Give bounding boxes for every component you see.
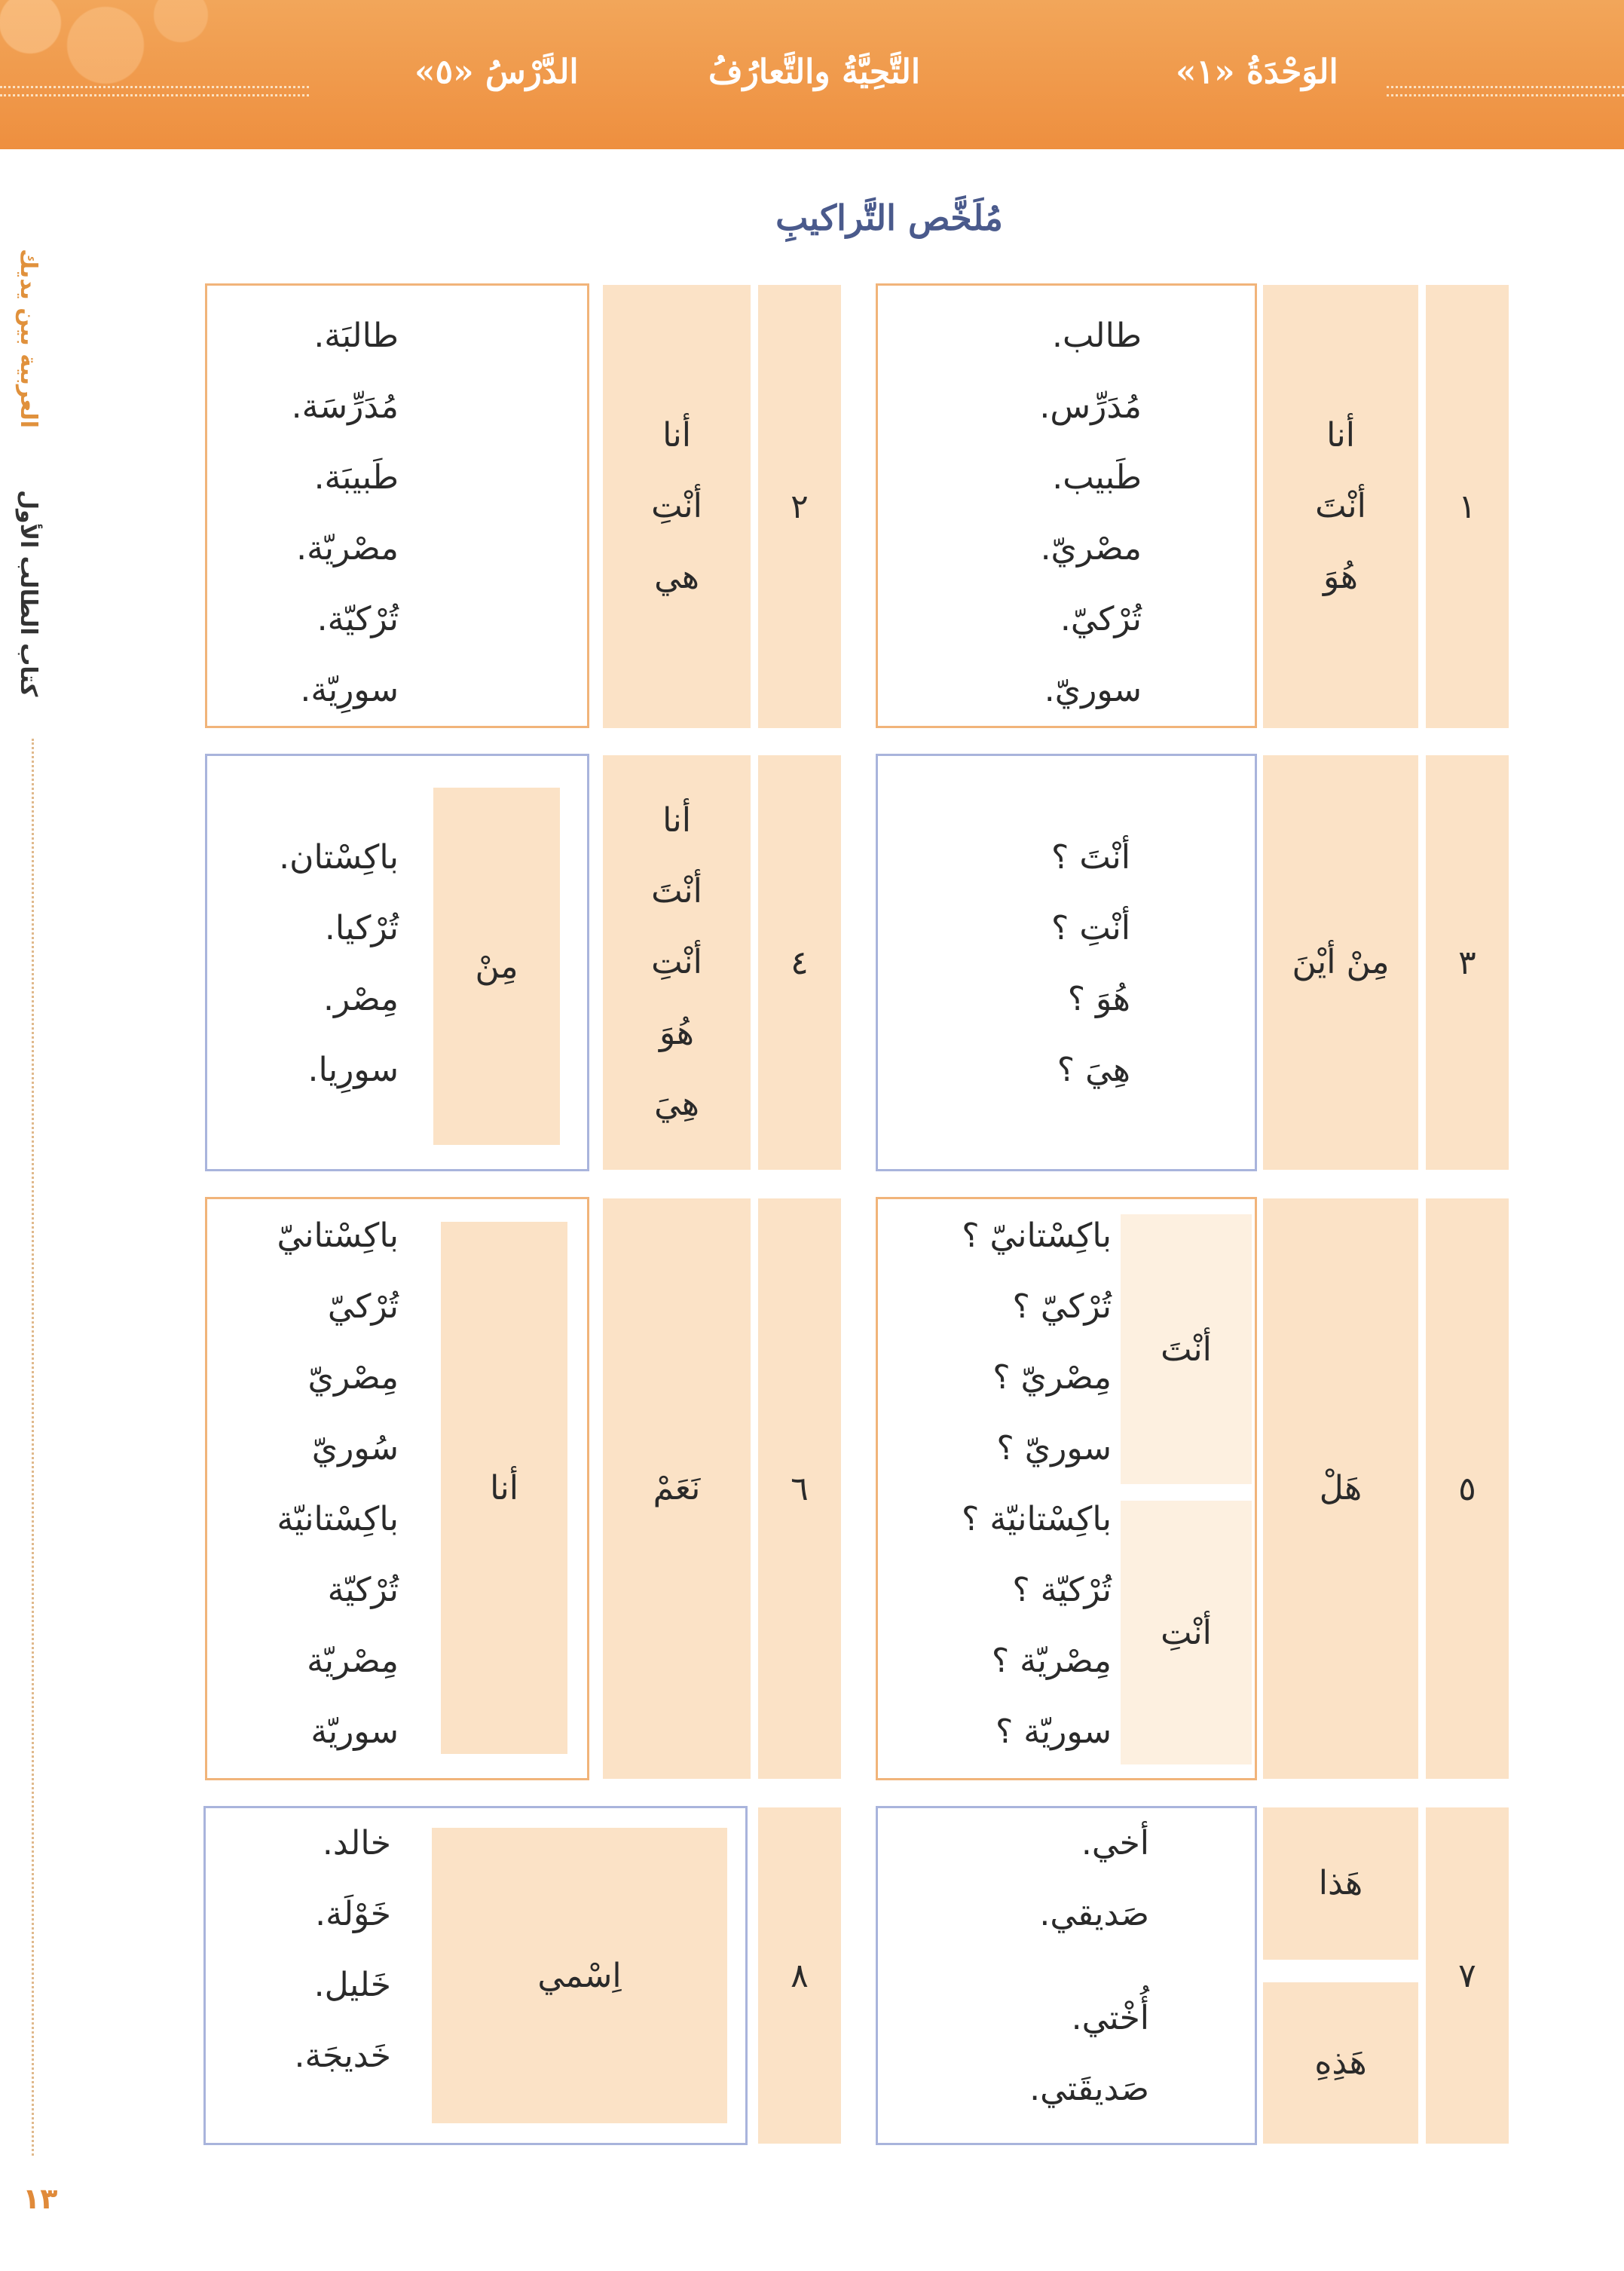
list-item: أنْتَ ؟ <box>1051 838 1130 877</box>
list-item: طالبَة. <box>313 317 399 355</box>
block-3-box <box>876 754 1257 1171</box>
pronoun: أنْتَ <box>651 872 702 911</box>
list-item: خَوْلَة. <box>315 1895 391 1933</box>
list-item: صَديقي. <box>1039 1895 1149 1933</box>
block-4-box <box>205 754 589 1171</box>
list-item: مِصْريّة ؟ <box>991 1642 1112 1680</box>
dotted-ornament-left <box>0 86 309 96</box>
list-item: مُدَرِّس. <box>1039 387 1142 426</box>
block-5-fem-pronoun: أنْتِ <box>1121 1501 1252 1764</box>
topic-label: التَّحِيَّةُ والتَّعارُفُ <box>708 53 921 91</box>
list-item: سوريّ. <box>1044 671 1142 709</box>
pronoun: أنْتَ <box>1315 487 1366 525</box>
block-1-box <box>876 283 1257 728</box>
list-item: باكِسْتانيّة ؟ <box>962 1500 1112 1538</box>
block-7-items-2 <box>1029 1983 1149 2125</box>
list-item: تُرْكيّ. <box>1060 600 1142 638</box>
list-item: سوريّ ؟ <box>996 1429 1112 1468</box>
block-1-items <box>1039 301 1142 726</box>
list-item: تُرْكيّة ؟ <box>1012 1571 1112 1609</box>
block-4-items <box>279 822 399 1106</box>
list-item: باكِسْتانيّ <box>277 1217 399 1255</box>
unit-label: الوَحْدَةُ «١» <box>1176 53 1338 91</box>
block-1-number: ١ <box>1426 285 1509 728</box>
block-4-inner-keyword: مِنْ <box>433 788 560 1145</box>
list-item: مِصْريّ ؟ <box>992 1358 1112 1397</box>
list-item: هِيَ ؟ <box>1057 1051 1130 1089</box>
list-item: تُرْكيّة <box>327 1571 399 1609</box>
list-item: مِصْريّ <box>307 1358 399 1397</box>
block-5-keyword: هَلْ <box>1263 1198 1418 1779</box>
list-item: مُدَرِّسَة. <box>291 387 399 426</box>
block-4-pronouns <box>603 755 751 1170</box>
book-title: كتاب الطالب الأول <box>15 490 41 697</box>
page-number: ١٣ <box>23 2182 58 2215</box>
block-5-number: ٥ <box>1426 1198 1509 1779</box>
list-item: مِصْر. <box>323 980 399 1018</box>
list-item: خَديجَة. <box>294 2037 391 2075</box>
list-item: سورِيا. <box>307 1051 399 1089</box>
list-item: طَبيب. <box>1052 458 1142 497</box>
pronoun: أنا <box>662 416 691 455</box>
block-7-box <box>876 1806 1257 2145</box>
header-ornament <box>0 0 241 149</box>
block-2-pronouns <box>603 285 751 728</box>
list-item: أُخْتي. <box>1071 1999 1149 2037</box>
list-item: سُوريّ <box>311 1429 399 1468</box>
pronoun: أنا <box>1326 416 1355 455</box>
block-5-fem-items <box>962 1484 1112 1768</box>
list-item: مصْريّة. <box>296 529 399 568</box>
pronoun: أنْتِ <box>651 943 702 981</box>
block-2-items <box>292 301 399 726</box>
list-item: تُرْكيّ ؟ <box>1012 1287 1112 1326</box>
block-4-number: ٤ <box>758 755 841 1170</box>
block-5-box <box>876 1197 1257 1780</box>
section-title: مُلَخَّص التَّراكيبِ <box>775 197 1003 238</box>
block-2-number: ٢ <box>758 285 841 728</box>
block-6-items <box>277 1201 399 1768</box>
list-item: مصْريّ. <box>1040 529 1142 568</box>
list-item: سوريّة ؟ <box>995 1712 1112 1751</box>
block-8-inner-keyword: اِسْمي <box>432 1828 727 2123</box>
block-7-number: ٧ <box>1426 1807 1509 2144</box>
side-dotted-line <box>32 739 36 2156</box>
list-item: أخي. <box>1081 1824 1149 1862</box>
pronoun: أنْتِ <box>651 487 702 525</box>
block-1-pronouns <box>1263 285 1418 728</box>
list-item: باكِسْتانيّة <box>277 1500 399 1538</box>
list-item: تُرْكيّة. <box>317 600 399 638</box>
block-3-keyword: مِنْ أيْنَ <box>1263 755 1418 1170</box>
list-item: باكِسْتانيّ ؟ <box>962 1217 1112 1255</box>
block-5-masc-pronoun: أنْتَ <box>1121 1214 1252 1484</box>
block-6-number: ٦ <box>758 1198 841 1779</box>
list-item: هُوَ ؟ <box>1067 980 1130 1018</box>
series-title: العربية بين يديك <box>15 249 41 429</box>
list-item: سورِيّة. <box>300 671 399 709</box>
block-7-keyword-2: هَذِهِ <box>1263 1982 1418 2144</box>
list-item: تُرْكيا. <box>324 909 399 947</box>
pronoun: هُوَ <box>659 1014 694 1052</box>
pronoun: هُوَ <box>1323 558 1358 596</box>
pronoun: هِيَ <box>654 1085 699 1123</box>
list-item: طالب. <box>1051 317 1142 355</box>
block-6-box <box>205 1197 589 1780</box>
page-header <box>0 0 1624 149</box>
list-item: تُرْكيّ <box>327 1287 399 1326</box>
lesson-label: الدَّرْسُ «٥» <box>414 53 579 91</box>
block-6-inner-keyword: أنا <box>441 1222 567 1754</box>
block-6-keyword: نَعَمْ <box>603 1198 751 1779</box>
block-7-keyword-1: هَذا <box>1263 1807 1418 1960</box>
list-item: صَديقَتي. <box>1029 2070 1149 2108</box>
dotted-ornament-right <box>1387 86 1624 96</box>
block-7-items-1 <box>1039 1808 1149 1950</box>
block-5-masc-items <box>962 1201 1112 1484</box>
pronoun: هي <box>654 558 699 596</box>
list-item: خَليل. <box>313 1966 391 2004</box>
block-2-box <box>205 283 589 728</box>
block-8-number: ٨ <box>758 1807 841 2144</box>
block-8-box <box>203 1806 748 2145</box>
block-3-number: ٣ <box>1426 755 1509 1170</box>
block-8-items <box>294 1808 391 2092</box>
list-item: طَبيبَة. <box>313 458 399 497</box>
list-item: سوريّة <box>310 1712 399 1751</box>
list-item: خالد. <box>322 1824 391 1862</box>
block-3-items <box>1051 822 1130 1106</box>
pronoun: أنا <box>662 801 691 840</box>
list-item: باكِسْتان. <box>279 838 399 877</box>
list-item: أنْتِ ؟ <box>1051 909 1130 947</box>
list-item: مِصْريّة <box>307 1642 399 1680</box>
